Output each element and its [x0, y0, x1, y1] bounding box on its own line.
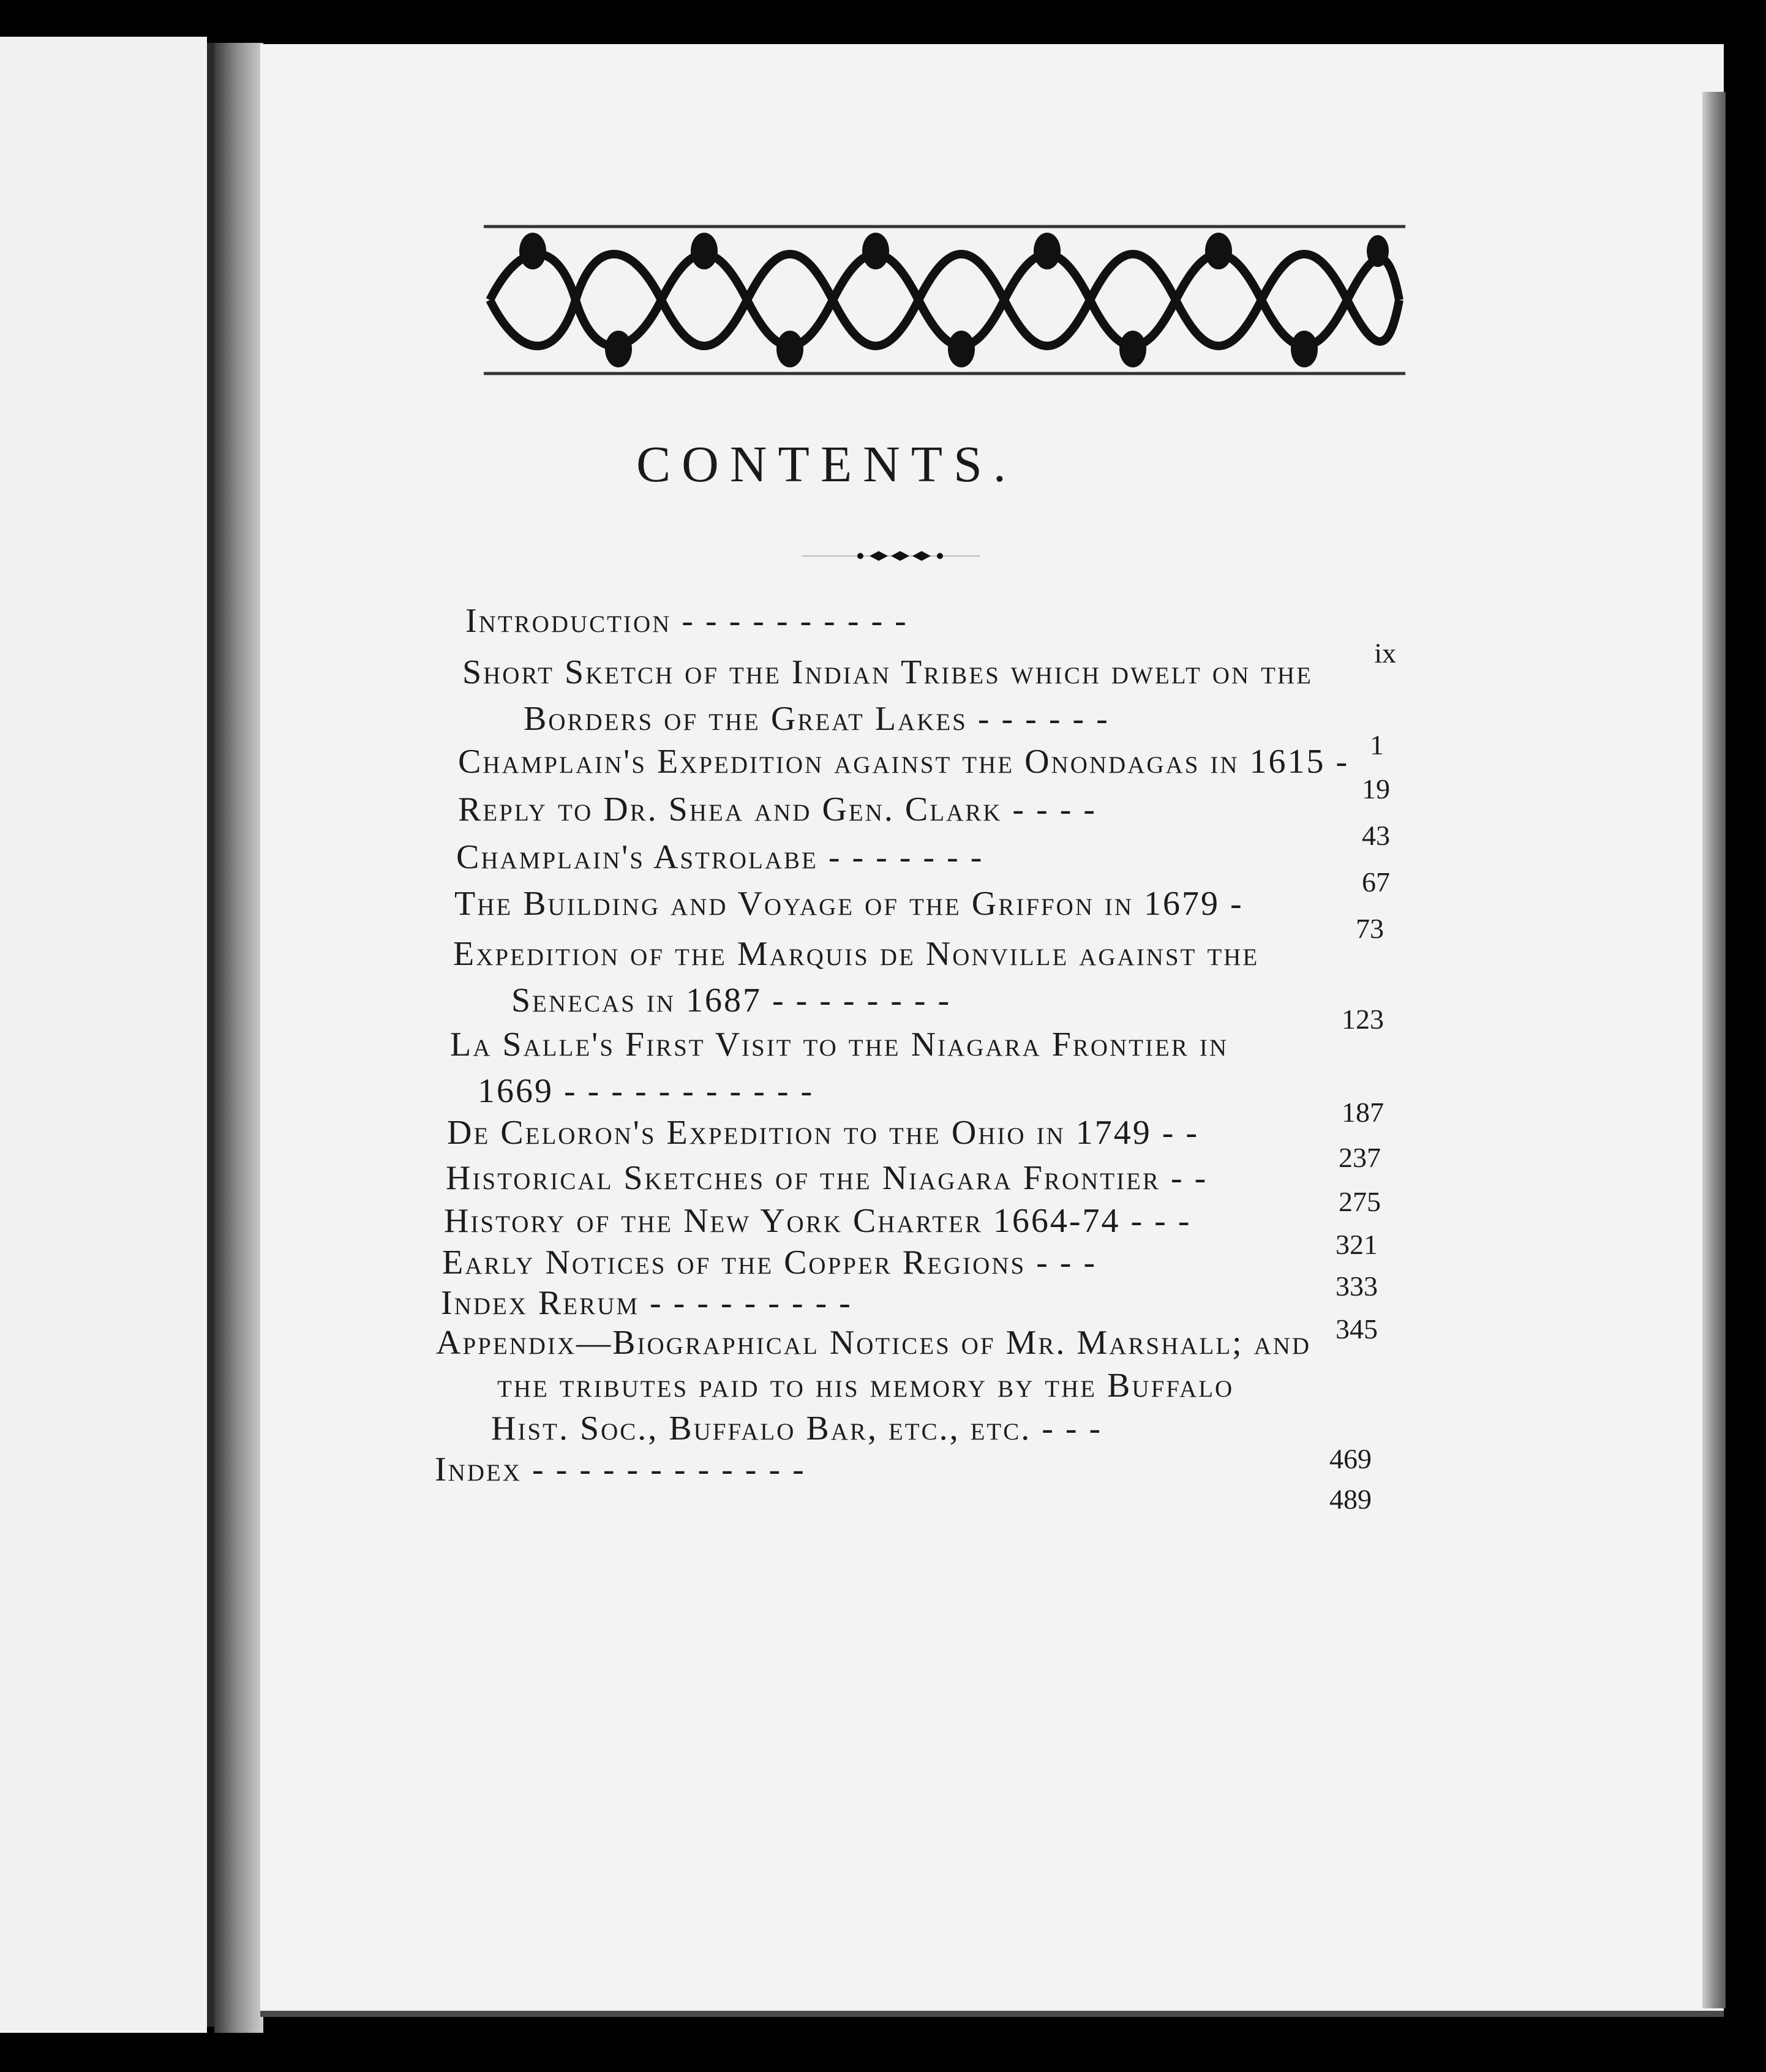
- toc-entry-historical-sketches[interactable]: Historical Sketches of the Niagara Frontier - -: [446, 1159, 1208, 1197]
- toc-entry-appendix[interactable]: Appendix—Biographical Notices of Mr. Marshall; and the tributes paid to his memory by the Buffalo Hist. Soc., Buffalo Bar, etc., etc. - - -: [436, 1324, 1312, 1447]
- toc-page-number: 489: [1329, 1484, 1372, 1515]
- toc-entry-introduction[interactable]: Introduction - - - - - - - - - -: [465, 602, 908, 640]
- toc-entry-de-celoron[interactable]: De Celoron's Expedition to the Ohio in 1749 - -: [447, 1114, 1200, 1152]
- toc-entry-indian-tribes[interactable]: Short Sketch of the Indian Tribes which dwelt on the Borders of the Great Lakes - - - - - -: [462, 653, 1313, 738]
- toc-page-number: 187: [1342, 1097, 1384, 1128]
- toc-page-number: 73: [1356, 913, 1384, 944]
- toc-entry-copper-regions[interactable]: Early Notices of the Copper Regions - - -: [442, 1244, 1097, 1282]
- toc-page-number: 19: [1362, 773, 1390, 805]
- toc-page-number: 123: [1342, 1004, 1384, 1035]
- toc-page-number: 67: [1362, 866, 1390, 898]
- toc-page-number: 237: [1339, 1142, 1381, 1173]
- toc-page-number: 1: [1370, 729, 1384, 760]
- toc-entry-nonville-expedition[interactable]: Expedition of the Marquis de Nonville against the Senecas in 1687 - - - - - - - -: [453, 935, 1260, 1019]
- page-title: CONTENTS.: [636, 436, 1017, 493]
- toc-entry-reply-shea-clark[interactable]: Reply to Dr. Shea and Gen. Clark - - - -: [458, 790, 1097, 828]
- toc-page-number: 275: [1339, 1186, 1381, 1217]
- toc-entry-champlain-astrolabe[interactable]: Champlain's Astrolabe - - - - - - -: [456, 838, 984, 876]
- toc-page-number: 321: [1336, 1229, 1378, 1260]
- toc-entry-index[interactable]: Index - - - - - - - - - - - -: [435, 1451, 806, 1488]
- toc-page-number: 469: [1329, 1443, 1372, 1474]
- toc-entry-griffon[interactable]: The Building and Voyage of the Griffon in 1679 -: [454, 885, 1244, 923]
- toc-entry-new-york-charter[interactable]: History of the New York Charter 1664-74 - - -: [444, 1202, 1192, 1240]
- toc-entry-la-salle-visit[interactable]: La Salle's First Visit to the Niagara Frontier in 1669 - - - - - - - - - - -: [450, 1026, 1228, 1110]
- toc-entry-index-rerum[interactable]: Index Rerum - - - - - - - - -: [441, 1284, 852, 1322]
- toc-page-number: 345: [1336, 1313, 1378, 1345]
- toc-page-number: 43: [1362, 820, 1390, 851]
- toc-entry-champlain-expedition[interactable]: Champlain's Expedition against the Onondagas in 1615 -: [458, 743, 1350, 781]
- toc-page-number: 333: [1336, 1271, 1378, 1302]
- toc-page-number: ix: [1374, 637, 1396, 669]
